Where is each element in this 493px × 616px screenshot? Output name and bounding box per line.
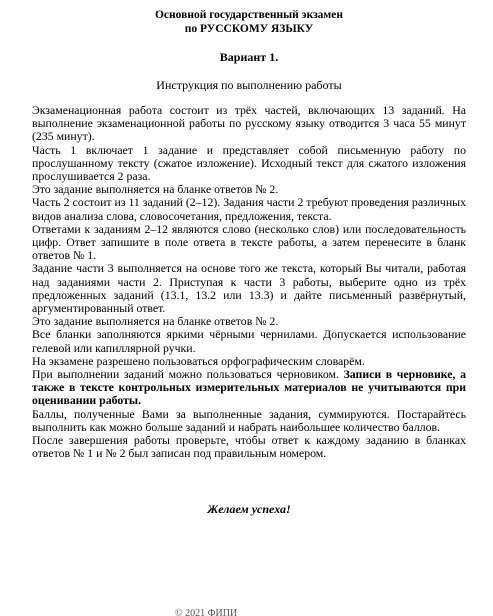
paragraph: Часть 2 состоит из 11 заданий (2–12). Задания части 2 требуют проведения различных видов анализа слова, словосочетания, предложения, текста. [32, 195, 466, 223]
paragraph: Часть 1 включает 1 задание и представляет собой письменную работу по прослушанному тексту (сжатое изложение). Исходный текст для сжатого изложения прослушивается 2 раза. [32, 142, 466, 184]
paragraph: Баллы, полученные Вами за выполненные задания, суммируются. Постарайтесь выполнить как можно больше заданий и набрать наибольшее количество баллов. [32, 406, 466, 434]
document-page [32, 0, 466, 516]
paragraph: Задание части 3 выполняется на основе того же текста, который Вы читали, работая над заданиями части 2. Приступая к части 3 работы, выберите одно из трёх предложенных заданий (13.1, 13.2 или 13.3) и дайте письменный развёрнутый, аргументированный ответ. [32, 261, 466, 316]
draft-paragraph [32, 368, 466, 408]
paragraph: Все бланки заполняются яркими чёрными чернилами. Допускается использование гелевой или капиллярной ручки. [32, 327, 466, 355]
paragraph: Это задание выполняется на бланке ответов № 2. [32, 182, 279, 197]
paragraph: Экзаменационная работа состоит из трёх частей, включающих 13 заданий. На выполнение экзаменационной работы по русскому языку отводится 3 часа 55 минут (235 минут). [32, 103, 466, 144]
instructions-heading: Инструкция по выполнению работы [156, 78, 342, 92]
variant-heading: Вариант 1. [219, 50, 279, 64]
paragraph: После завершения работы проверьте, чтобы ответ к каждому заданию в бланках ответов № 1 и № 2 был записан под правильным номером. [32, 433, 466, 461]
paragraph: Это задание выполняется на бланке ответов № 2. [32, 314, 279, 329]
draft-text: При выполнении заданий можно пользоваться черновиком. [32, 367, 344, 382]
closing-wish: Желаем успеха! [207, 502, 291, 517]
exam-title: Основной государственный экзамен [154, 9, 344, 21]
exam-subject: по РУССКОМУ ЯЗЫКУ [184, 23, 314, 35]
draft-warning: Записи в черновике, а также в тексте контрольных измерительных материалов не учитываются при оценивании работы. [32, 367, 466, 408]
page-footer: © 2021 ФИПИ [175, 608, 238, 616]
paragraph: На экзамене разрешено пользоваться орфографическим словарём. [32, 353, 365, 368]
paragraph: Ответами к заданиям 2–12 являются слово (несколько слов) или последовательность цифр. Ответ запишите в поле ответа в тексте работы, а затем перенесите в бланк ответов № 1. [32, 221, 466, 263]
instructions-body [32, 104, 466, 460]
